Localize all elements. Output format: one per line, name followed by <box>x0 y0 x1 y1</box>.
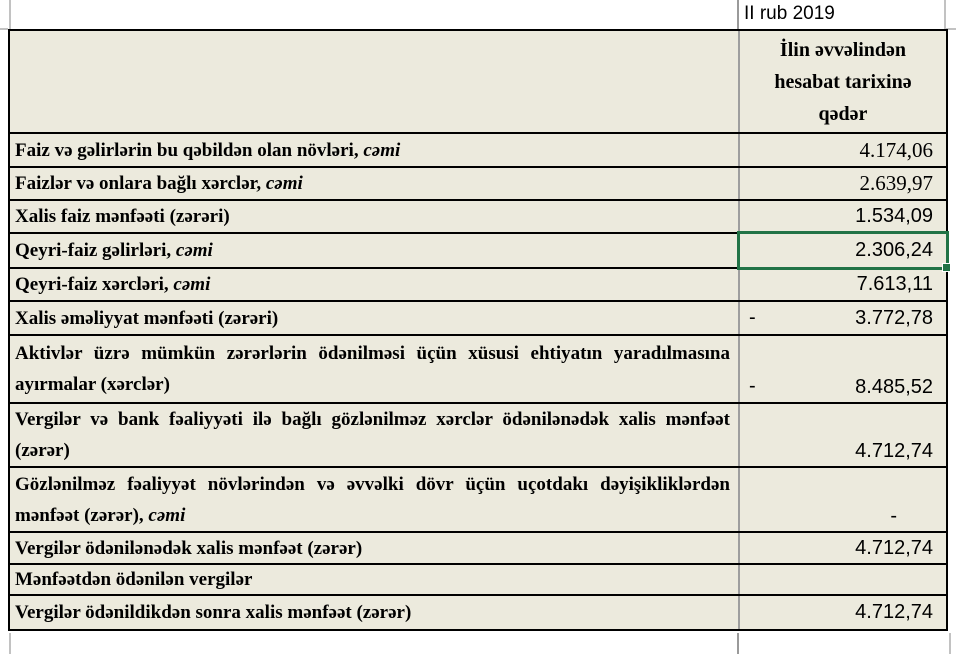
row-label-text: Faizlər və onlara bağlı xərclər, <box>15 173 262 194</box>
row-label-cell[interactable] <box>10 596 740 629</box>
gridline-left-bottom <box>9 633 11 654</box>
minus-sign: - <box>749 375 756 397</box>
row-label-italic-suffix: cəmi <box>358 139 401 161</box>
table-row <box>10 269 946 302</box>
row-value-cell[interactable] <box>740 302 946 334</box>
gridline-middle-bottom <box>737 633 739 654</box>
row-value-cell[interactable] <box>740 596 946 629</box>
row-label-cell[interactable] <box>10 269 740 300</box>
row-label <box>15 201 730 232</box>
header-line-2: hesabat tarixinə <box>774 70 912 93</box>
table-row <box>10 468 946 533</box>
row-value-cell[interactable] <box>740 468 946 531</box>
row-label <box>15 235 730 266</box>
table-row <box>10 596 946 629</box>
table-header-row <box>10 31 946 134</box>
table-row <box>10 336 946 404</box>
row-label <box>15 269 730 300</box>
row-label <box>15 338 730 400</box>
row-value-cell[interactable] <box>740 336 946 402</box>
row-label-text: Xalis faiz mənfəəti (zərəri) <box>15 206 230 227</box>
gridline-row-left <box>0 28 8 30</box>
gridline-left-top <box>9 0 11 29</box>
cell-value: 2.306,24 <box>855 239 933 261</box>
row-label-text: Aktivlər üzrə mümkün zərərlərin ödənilməsi üçün xüsusi ehtiyatın yaradılmasına ayırmalar (xərclər) <box>15 343 730 395</box>
row-label-cell[interactable] <box>10 533 740 563</box>
table-row <box>10 533 946 565</box>
row-label-cell[interactable] <box>10 336 740 402</box>
gridline-middle-top <box>737 0 739 29</box>
header-value-cell[interactable] <box>740 31 946 132</box>
cell-value: 4.712,74 <box>855 536 933 559</box>
table-body <box>10 134 946 629</box>
table-row <box>10 134 946 168</box>
row-label-cell[interactable] <box>10 468 740 531</box>
table-row <box>10 234 946 269</box>
table-row <box>10 404 946 468</box>
row-label-text: Vergilər və bank fəaliyyəti ilə bağlı gözlənilməz xərclər ödənilənədək xalis mənfəət (zərər) <box>15 409 730 461</box>
row-label-text: Qeyri-faiz gəlirləri, <box>15 240 172 261</box>
table-row <box>10 302 946 336</box>
financial-table <box>8 29 948 631</box>
row-value-cell[interactable] <box>740 404 946 466</box>
row-label-text: Vergilər ödənildikdən sonra xalis mənfəət (zərər) <box>15 602 412 623</box>
table-row <box>10 201 946 234</box>
row-label <box>15 168 730 199</box>
minus-sign: - <box>749 306 756 329</box>
row-label-text: Xalis əməliyyat mənfəəti (zərəri) <box>15 307 279 329</box>
row-label-italic-suffix: cəmi <box>168 274 211 295</box>
period-cell[interactable] <box>744 0 944 28</box>
cell-value: 4.712,74 <box>855 440 933 462</box>
row-label <box>15 404 730 466</box>
header-label-cell[interactable] <box>10 31 740 132</box>
row-label-cell[interactable] <box>10 234 740 267</box>
row-value-cell[interactable] <box>740 269 946 300</box>
cell-value: 8.485,52 <box>855 376 933 398</box>
row-label-cell[interactable] <box>10 302 740 334</box>
row-value-cell[interactable] <box>740 234 946 267</box>
gridline-right-bottom <box>949 633 951 654</box>
row-label <box>15 564 730 595</box>
cell-value: 1.534,09 <box>855 205 933 227</box>
table-row <box>10 565 946 596</box>
header-line-1: İlin əvvəlindən <box>779 38 907 61</box>
gridline-right-top <box>944 0 946 29</box>
cell-value: 4.712,74 <box>855 601 933 623</box>
row-label <box>15 135 730 166</box>
row-label-italic-suffix: cəmi <box>171 240 213 261</box>
row-label-text: Faiz və gəlirlərin bu qəbildən olan növləri, <box>15 139 359 161</box>
row-label-text: Vergilər ödənilənədək xalis mənfəət (zərər) <box>15 537 363 559</box>
row-label-text: Mənfəətdən ödənilən vergilər <box>15 569 253 590</box>
row-label <box>15 469 730 531</box>
table-row <box>10 168 946 201</box>
cell-value: 7.613,11 <box>856 273 933 295</box>
row-label-text: Gözlənilməz fəaliyyət növlərindən və əvvəlki dövr üçün uçotdakı dəyişikliklərdən mənfəət (zərər), <box>15 473 730 526</box>
cell-value: 3.772,78 <box>855 306 933 329</box>
row-label <box>15 533 730 564</box>
row-value-cell[interactable] <box>740 565 946 594</box>
header-line-3: qədər <box>818 102 868 125</box>
row-value-cell[interactable] <box>740 201 946 232</box>
row-label-italic-suffix: cəmi <box>261 173 303 194</box>
fill-handle[interactable] <box>942 263 951 272</box>
row-label-text: Qeyri-faiz xərcləri, <box>15 274 169 295</box>
cell-value: 4.174,06 <box>859 137 933 162</box>
row-label-italic-suffix: cəmi <box>143 504 186 526</box>
row-value-cell[interactable] <box>740 168 946 199</box>
row-value-cell[interactable] <box>740 134 946 166</box>
cell-value: - <box>890 505 897 527</box>
row-label <box>15 597 730 628</box>
row-label-cell[interactable] <box>10 134 740 166</box>
row-label-cell[interactable] <box>10 168 740 199</box>
period-label: II rub 2019 <box>744 3 835 24</box>
row-value-cell[interactable] <box>740 533 946 563</box>
row-label-cell[interactable] <box>10 404 740 466</box>
row-label <box>15 303 730 334</box>
row-label-cell[interactable] <box>10 565 740 594</box>
cell-value: 2.639,97 <box>859 171 933 195</box>
row-label-cell[interactable] <box>10 201 740 232</box>
